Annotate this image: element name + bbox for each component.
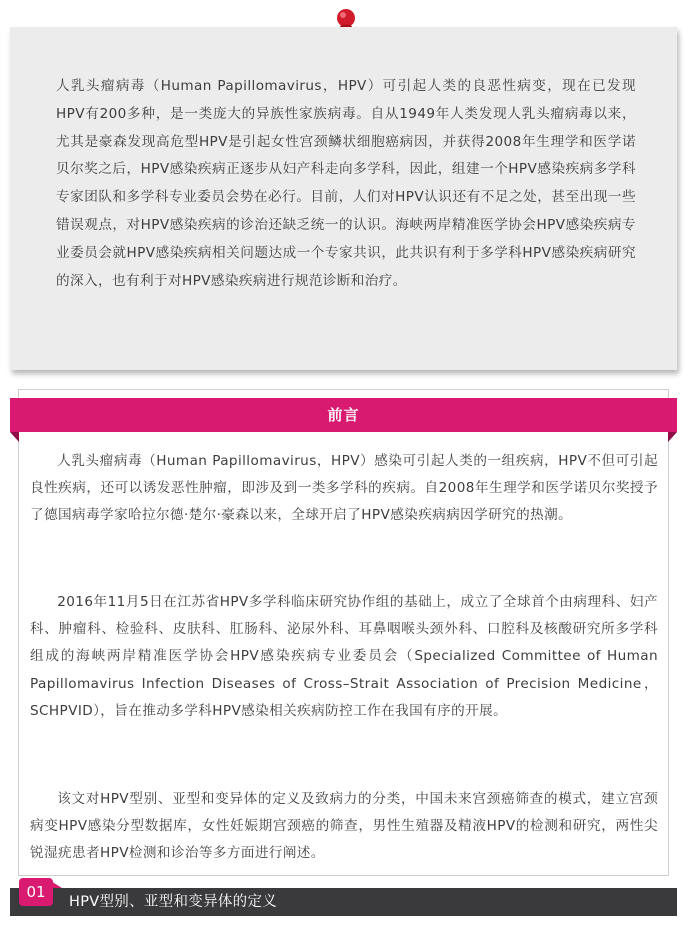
preface-paragraph: 该文对HPV型别、亚型和变异体的定义及致病力的分类，中国未来宫颈癌筛查的模式，建立宫颈病变HPV感染分型数据库，女性妊娠期宫颈癌的筛查，男性生殖器及精液HPV的检测和研究，两性尖锐湿疣患者HPV检测和诊治等多方面进行阐述。: [30, 791, 658, 862]
abstract-text: 人乳头瘤病毒（Human Papillomavirus，HPV）可引起人类的良恶性病变，现在已发现HPV有200多种，是一类庞大的异族性家族病毒。自从1949年人类发现人乳头瘤病毒以来，尤其是豪森发现高危型HPV是引起女性宫颈鳞状细胞癌病因，并获得2008年生理学和医学诺贝尔奖之后，HPV感染疾病正逐步从妇产科走向多学科，因此，组建一个HPV感染疾病多学科专家团队和多学科专业委员会势在必行。目前，人们对HPV认识还有不足之处，甚至出现一些错误观点，对HPV感染疾病的诊治还缺乏统一的认识。海峡两岸精准医学协会HPV感染疾病专业委员会就HPV感染疾病相关问题达成一个专家共识，此共识有利于多学科HPV感染疾病研究的深入，也有利于对HPV感染疾病进行规范诊断和治疗。: [56, 78, 636, 289]
section-number-badge: 01: [19, 878, 53, 906]
preface-banner: [10, 398, 677, 432]
banner-fold-right: [668, 432, 677, 442]
abstract-box: [10, 27, 677, 370]
section-title: HPV型别、亚型和变异体的定义: [69, 894, 278, 910]
preface-title: 前言: [327, 406, 360, 424]
banner-fold-left: [10, 432, 19, 442]
preface-paragraph: 人乳头瘤病毒（Human Papillomavirus，HPV）感染可引起人类的一组疾病，HPV不但可引起良性疾病，还可以诱发恶性肿瘤，即涉及到一类多学科的疾病。自2008年生理学和医学诺贝尔奖授予了德国病毒学家哈拉尔德·楚尔·豪森以来，全球开启了HPV感染疾病病因学研究的热潮。: [30, 453, 658, 524]
preface-paragraph: 2016年11月5日在江苏省HPV多学科临床研究协作组的基础上，成立了全球首个由病理科、妇产科、肿瘤科、检验科、皮肤科、肛肠科、泌尿外科、耳鼻咽喉头颈外科、口腔科及核酸研究所多学科组成的海峡两岸精准医学协会HPV感染疾病专业委员会（Specialized Committee of Human Papillomavirus Infection Diseases of Cross–Strait Association of Precision Medicine，SCHPVID），旨在推动多学科HPV感染相关疾病防控工作在我国有序的开展。: [30, 594, 658, 719]
